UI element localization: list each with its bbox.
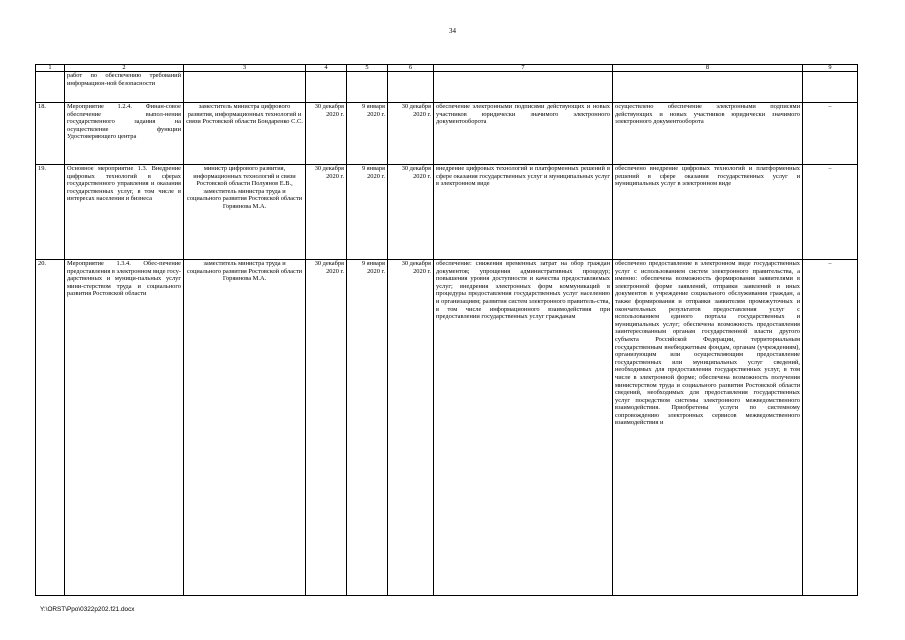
end-date: 30 декабря 2020 г.: [388, 165, 434, 260]
header-col-7: 7: [434, 65, 613, 72]
row-number: 19.: [36, 165, 65, 260]
row-number: 18.: [36, 103, 65, 165]
table-row: [36, 103, 858, 165]
event-name: Мероприятие 1.2.4. Финан-совое обеспечение выпол-нения государственного задания на осуществление функции Удостоверяющего центра: [65, 103, 184, 165]
notes: –: [803, 103, 858, 165]
header-col-8: 8: [613, 65, 803, 72]
expected-result: внедрение цифровых технологий и платформенных решений в сфере оказания государственных услуг и муниципальных услуг в электронном виде: [434, 165, 613, 260]
table-row: [36, 260, 858, 596]
header-col-4: 4: [306, 65, 347, 72]
end-date: 30 декабря 2020 г.: [388, 260, 434, 596]
header-col-6: 6: [388, 65, 434, 72]
start-date: 9 января 2020 г.: [347, 165, 388, 260]
header-col-1: 1: [36, 65, 65, 72]
report-table: [35, 64, 858, 596]
header-col-3: 3: [184, 65, 306, 72]
expected-result: обеспечение: снижения временных затрат на обор граждан документов; упрощения административных процедур; повышения уровня доступности и качества предоставляемых услуг; внедрения электронных форм коммуникаций в процедуры предоставления государственных услуг населению и организациям; развития систем электронного правитель-ства, в том числе информационного взаимодействия при предоставлении государственных услуг гражданам: [434, 260, 613, 596]
start-date: 9 января 2020 г.: [347, 260, 388, 596]
actual-result: обеспечено внедрение цифровых технологий и платформенных решений в сфере оказания государственных услуг и муниципальных услуг в электронном виде: [613, 165, 803, 260]
expected-result: обеспечение электронными подписями действующих и новых участников юридически значимого электронного документооборота: [434, 103, 613, 165]
header-col-5: 5: [347, 65, 388, 72]
event-name: Мероприятие 1.3.4. Обес-печение предоставления в электронном виде госу-дарственных и муници-пальных услуг мини-стерством труда и социального развития Ростовской области: [65, 260, 184, 596]
actual-result: обеспечено предоставление в электронном виде государственных услуг с использованием систем электронного правительства, а именно: обеспечена возможность формирования заявителями в электронной форме заявлений, отправки заявлений и иных документов в учреждение социального обслуживания граждан, а также формирования и отправки заявителям промежуточных и окончательных результатов предоставления услуг с использованием единого портала государственных и муниципальных услуг; обеспечена возможность предоставления заинтересованным органам государственной власти другого субъекта Российской Федерации, территориальным государственным внебюджетным фондам, органам (учреждениям), организующим или осуществляющим предоставление государственных или муниципальных услуг сведений, необходимых для предоставления государственных услуг, в том числе в электронной форме; обеспечена возможность получения министерством труда и социального развития Ростовской области сведений, необходимых для предоставления государственных услуг посредством системы электронного межведомственного взаимодействия. Приобретены услуги по системному сопровождению электронных сервисов межведомственного взаимодействия и: [613, 260, 803, 596]
planned-date: 30 декабря 2020 г.: [306, 103, 347, 165]
table-row: [36, 165, 858, 260]
planned-date: 30 декабря 2020 г.: [306, 260, 347, 596]
responsible-person: министр цифрового развития, информационных технологий и связи Ростовской области Полуянов Е.В., заместитель министра труда и социального развития Ростовской области Горяинова М.А.: [184, 165, 306, 260]
page-number: 34: [449, 27, 456, 35]
responsible-person: заместитель министра цифрового развития, информационных технологий и связи Ростовской области Бондаренко С.С.: [184, 103, 306, 165]
start-date: 9 января 2020 г.: [347, 103, 388, 165]
header-col-9: 9: [803, 65, 858, 72]
continuation-event-cell: работ по обеспечению требований информацион-ной безопасности: [65, 72, 184, 103]
end-date: 30 декабря 2020 г.: [388, 103, 434, 165]
actual-result: осуществлено обеспечение электронными подписями действующих и новых участников юридически значимого электронного документооборота: [613, 103, 803, 165]
column-number-header-row: [36, 65, 858, 72]
responsible-person: заместитель министра труда и социального развития Ростовской области Горяинова М.А.: [184, 260, 306, 596]
file-path-footer: Y:\ORST\Ppo\0322p202.f21.docx: [40, 606, 135, 613]
notes: –: [803, 260, 858, 596]
event-name: Основное мероприятие 1.3. Внедрение цифровых технологий в сферах государственного управления и оказания государственных услуг, в том числе в интересах населения и бизнеса: [65, 165, 184, 260]
table-row-continuation: [36, 72, 858, 103]
header-col-2: 2: [65, 65, 184, 72]
notes: –: [803, 165, 858, 260]
planned-date: 30 декабря 2020 г.: [306, 165, 347, 260]
row-number: 20.: [36, 260, 65, 596]
